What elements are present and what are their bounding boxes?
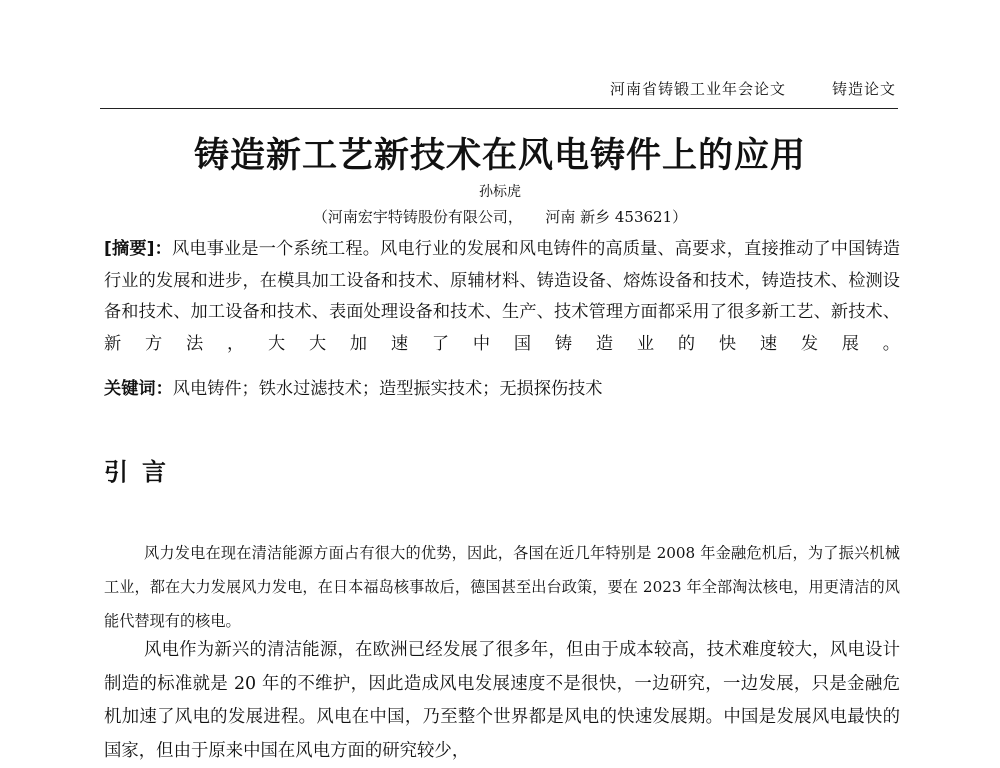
keywords-text: 风电铸件；铁水过滤技术；造型振实技术；无损探伤技术 [172, 379, 603, 399]
abstract-text: 风电事业是一个系统工程。风电行业的发展和风电铸件的高质量、高要求，直接推动了中国铸造行业的发展和进步，在模具加工设备和技术、原辅材料、铸造设备、熔炼设备和技术，铸造技术、检测设备和技术、加工设备和技术、表面处理设备和技术、生产、技术管理方面都采用了很多新工艺、新技术、新方法，大大加速了中国铸造业的快速发展。 [104, 239, 900, 354]
keywords [104, 375, 900, 403]
body-paragraph: 风电作为新兴的清洁能源，在欧洲已经发展了很多年，但由于成本较高，技术难度较大，风电设计制造的标准就是 20 年的不维护，因此造成风电发展速度不是很快，一边研究，一边发展，只是金融危机加速了风电的发展进程。风电在中国，乃至整个世界都是风电的快速发展期。中国是发展风电最快的国家，但由于原来中国在风电方面的研究较少， [104, 640, 900, 761]
paper-affiliation: （河南宏宇特铸股份有限公司， 河南 新乡 453621） [312, 208, 688, 226]
abstract [104, 234, 900, 360]
abstract-label: [摘要]： [104, 239, 173, 259]
keywords-label: 关键词： [104, 379, 173, 399]
header-category: 铸造论文 [831, 80, 896, 98]
paper-title: 铸造新工艺新技术在风电铸件上的应用 [193, 136, 806, 176]
section-heading: 引言 [104, 458, 180, 486]
body-paragraph: 风力发电在现在清洁能源方面占有很大的优势，因此，各国在近几年特别是 2008 年金融危机后，为了振兴机械工业，都在大力发展风力发电，在日本福岛核事故后，德国甚至出台政策，要在 2023 年全部淘汰核电，用更清洁的风能代替现有的核电。 [104, 544, 900, 630]
paper-author: 孙标虎 [479, 184, 521, 200]
running-header [100, 76, 898, 109]
header-conference: 河南省铸锻工业年会论文 [609, 80, 786, 98]
